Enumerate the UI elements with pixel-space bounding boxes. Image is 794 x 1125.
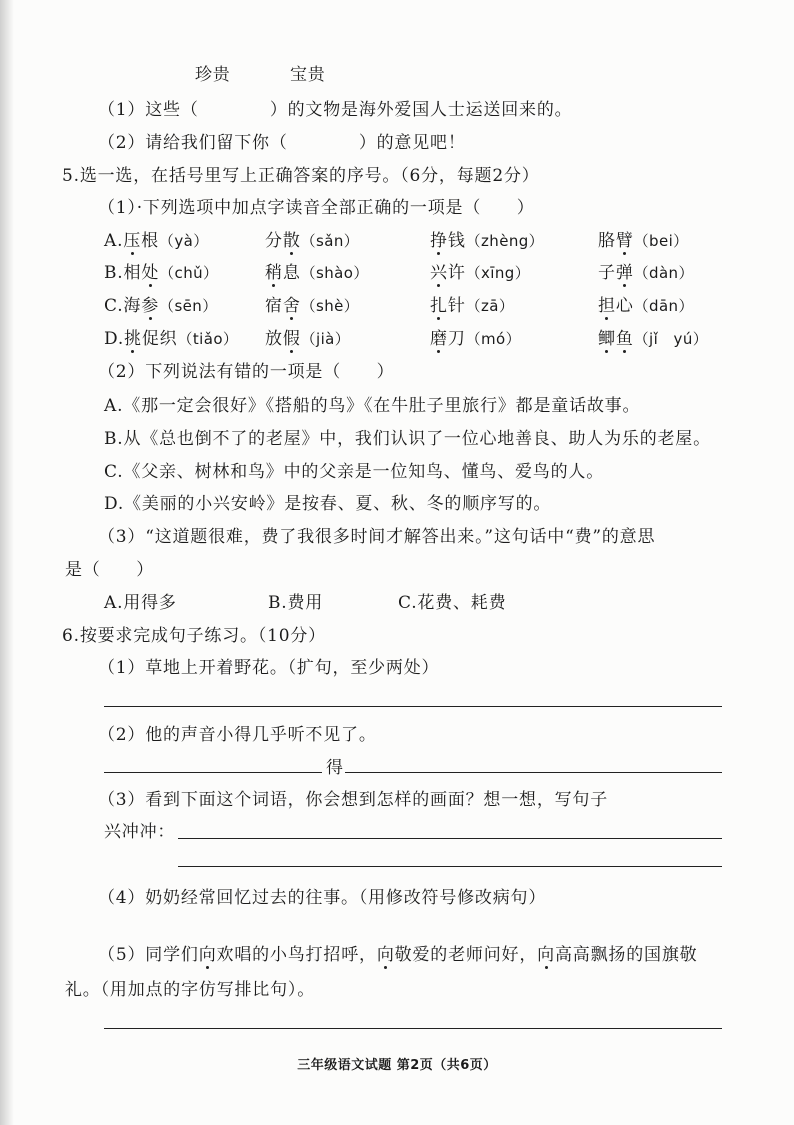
option-pinyin: （dàn） <box>633 264 694 282</box>
option-pinyin: （bei） <box>633 232 689 250</box>
q5-sub3-option-c: C.花费、耗费 <box>398 593 507 613</box>
emphasis-dot-char: 扎 <box>430 296 448 316</box>
answer-line <box>345 772 722 773</box>
option-cell <box>430 328 521 350</box>
emphasis-dot-char: 挣 <box>430 231 448 251</box>
option-cell <box>265 328 350 350</box>
answer-line <box>104 1028 722 1029</box>
q5-sub3-option-a: A.用得多 <box>104 593 177 613</box>
option-cell <box>598 262 694 284</box>
option-word: 子弹 <box>598 263 634 283</box>
option-word <box>598 329 634 349</box>
q6-item-3: （3）看到下面这个词语，你会想到怎样的画面？想一想，写句子 <box>98 790 609 810</box>
option-cell <box>598 295 694 317</box>
option-word: 胳臂 <box>598 231 634 251</box>
q6-item-2: （2）他的声音小得几乎听不见了。 <box>98 725 377 745</box>
word-label: 兴冲冲： <box>104 822 176 842</box>
emphasis-dot-char: 散 <box>282 231 301 251</box>
emphasis-dot-char: 鱼 <box>615 329 634 349</box>
option-cell <box>598 230 689 252</box>
emphasis-dot-char: 向 <box>537 945 555 965</box>
emphasis-dot-char: 磨 <box>430 329 448 349</box>
option-cell <box>265 262 369 284</box>
emphasis-dot-char: 假 <box>282 329 301 349</box>
option-cell <box>598 328 708 350</box>
word-choice: 珍贵 <box>195 65 231 85</box>
q6-item-1: （1）草地上开着野花。（扩句，至少两处） <box>98 658 440 678</box>
emphasis-dot-char: 向 <box>376 945 395 965</box>
option-word: 分散 <box>265 231 301 251</box>
emphasis-dot-char: 弹 <box>615 263 634 283</box>
q4-item-1: （1）这些（ ）的文物是海外爱国人士运送回来的。 <box>98 100 573 120</box>
option-word: 磨刀 <box>430 329 466 349</box>
option-word: 挣钱 <box>430 231 466 251</box>
emphasis-dot-char: 挑 <box>124 329 142 349</box>
q5-title: 5.选一选，在括号里写上正确答案的序号。（6分，每题2分） <box>62 166 540 186</box>
option-pinyin: （zā） <box>465 297 515 315</box>
option-word: 宿舍 <box>265 296 301 316</box>
answer-line <box>178 866 722 867</box>
q4-item-2: （2）请给我们留下你（ ）的意见吧！ <box>98 133 466 153</box>
q5-sub2-option-a: A.《那一定会很好》《搭船的鸟》《在牛肚子里旅行》都是童话故事。 <box>104 396 641 416</box>
option-cell <box>265 230 359 252</box>
option-word: 稍息 <box>265 263 301 283</box>
q5-sub2-option-c: C.《父亲、树林和鸟》中的父亲是一位知鸟、懂鸟、爱鸟的人。 <box>104 462 605 482</box>
q6-item-4: （4）奶奶经常回忆过去的往事。（用修改符号修改病句） <box>98 888 547 908</box>
emphasis-dot-char: 舍 <box>282 296 301 316</box>
emphasis-dot-char: 参 <box>141 296 160 316</box>
option-pinyin: （jià） <box>300 330 351 348</box>
option-word: 兴许 <box>430 263 466 283</box>
option-pinyin: （jǐ yú） <box>633 330 709 348</box>
option-cell <box>430 295 514 317</box>
option-cell <box>104 328 238 350</box>
option-pinyin: （sēn） <box>159 297 218 315</box>
option-word: D.挑促织 <box>104 329 178 349</box>
answer-line <box>178 838 722 839</box>
q6-item-5-line2: 礼。（用加点的字仿写排比句）。 <box>65 980 315 1000</box>
emphasis-dot-char: 压 <box>123 231 142 251</box>
q5-sub3-stem-line2: 是（ ） <box>65 560 154 580</box>
option-pinyin: （zhèng） <box>465 232 545 250</box>
option-pinyin: （shè） <box>300 297 360 315</box>
q5-sub1-stem: （1）·下列选项中加点字读音全部正确的一项是（ ） <box>98 198 535 218</box>
option-word: 放假 <box>265 329 301 349</box>
option-pinyin: （yà） <box>158 232 209 250</box>
word-choice: 宝贵 <box>290 65 326 85</box>
option-pinyin: （tiǎo） <box>177 330 239 348</box>
option-word: 扎针 <box>430 296 466 316</box>
option-pinyin: （mó） <box>465 330 522 348</box>
blank-word: 得 <box>326 758 344 778</box>
q6-title: 6.按要求完成句子练习。（10分） <box>62 626 326 646</box>
scan-shadow <box>0 0 14 1125</box>
option-cell <box>430 230 544 252</box>
q5-sub3-option-b: B.费用 <box>268 593 324 613</box>
option-cell <box>265 295 359 317</box>
option-pinyin: （xīng） <box>465 264 531 282</box>
option-pinyin: （sǎn） <box>300 232 360 250</box>
q5-sub2-option-d: D.《美丽的小兴安岭》是按春、夏、秋、冬的顺序写的。 <box>104 494 552 514</box>
option-cell <box>104 295 218 317</box>
emphasis-dot-char: 稍 <box>265 263 283 283</box>
q5-sub3-stem-line1: （3）“这道题很难，费了我很多时间才解答出来。”这句话中“费”的意思 <box>98 527 656 547</box>
option-pinyin: （shào） <box>300 264 369 282</box>
emphasis-dot-char: 臂 <box>615 231 634 251</box>
option-word: A.压根 <box>104 231 159 251</box>
emphasis-dot-char: 鲫 <box>598 329 616 349</box>
q5-sub2-option-b: B.从《总也倒不了的老屋》中，我们认识了一位心地善良、助人为乐的老屋。 <box>104 429 711 449</box>
option-cell <box>104 230 209 252</box>
option-word: B.相处 <box>104 263 160 283</box>
option-cell <box>104 262 218 284</box>
emphasis-dot-char: 处 <box>141 263 160 283</box>
option-pinyin: （chǔ） <box>159 264 219 282</box>
option-pinyin: （dān） <box>633 297 694 315</box>
option-word: 担心 <box>598 296 634 316</box>
q5-sub2-stem: （2）下列说法有错的一项是（ ） <box>98 362 395 382</box>
option-cell <box>430 262 530 284</box>
emphasis-dot-char: 兴 <box>430 263 448 283</box>
option-word: C.海参 <box>104 296 160 316</box>
emphasis-dot-char: 担 <box>598 296 616 316</box>
answer-line <box>104 772 322 773</box>
emphasis-dot-char: 向 <box>198 945 217 965</box>
q6-item-5-line1: （5）同学们向欢唱的小鸟打招呼，向敬爱的老师问好，向高高飘扬的国旗敬 <box>98 945 698 965</box>
page-footer: 三年级语文试题 第2页（共6页） <box>297 1058 497 1073</box>
answer-line <box>104 706 722 707</box>
